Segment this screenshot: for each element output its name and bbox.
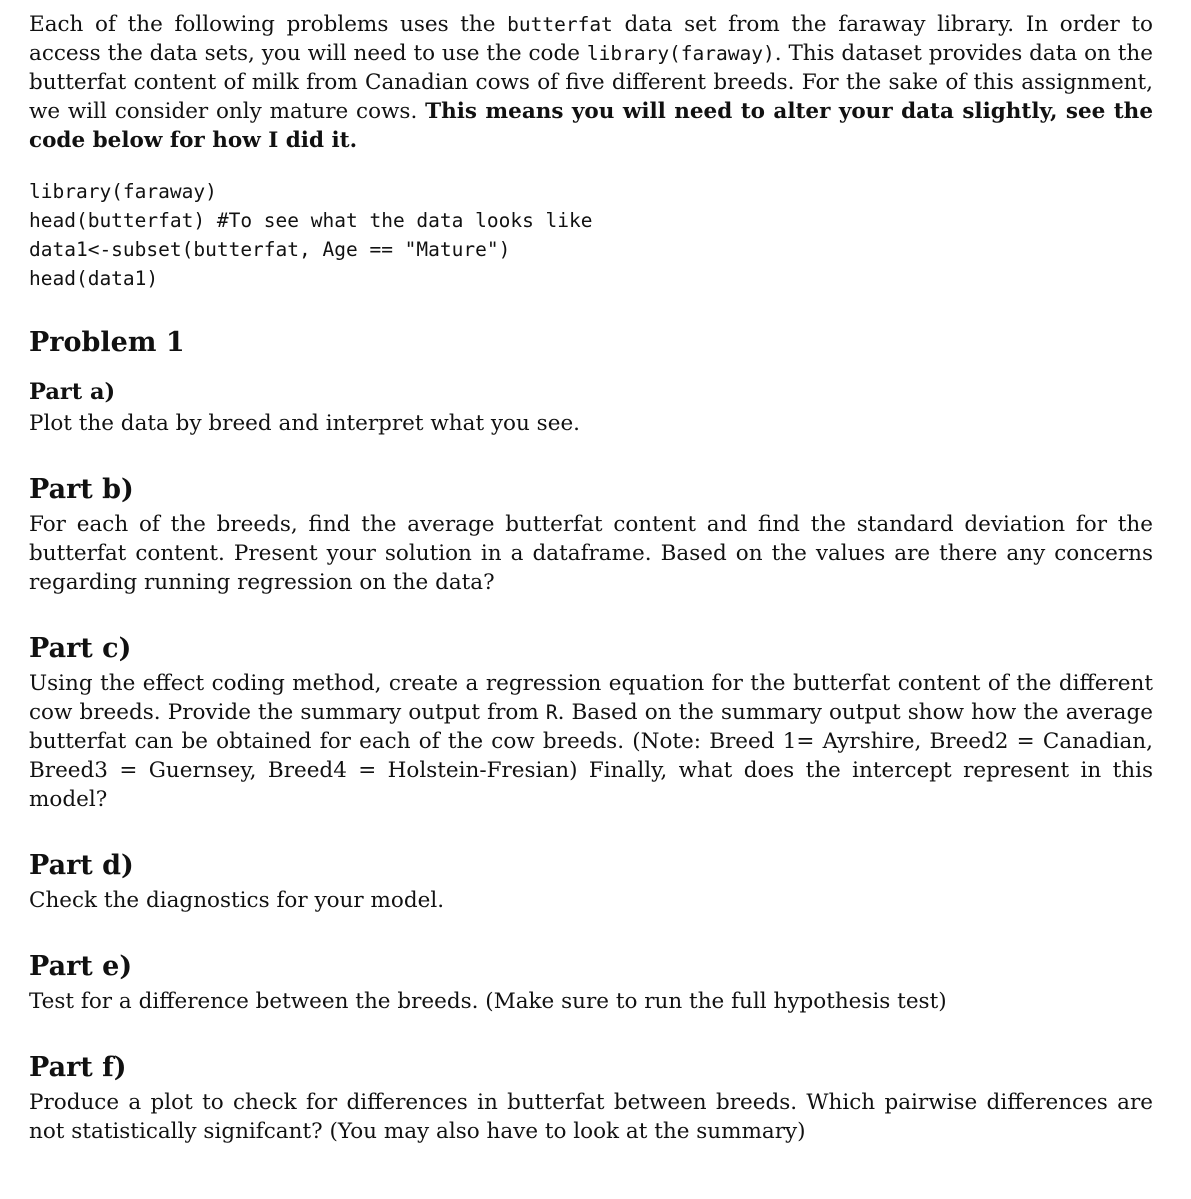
intro-paragraph xyxy=(29,10,1153,155)
code-line: head(butterfat) #To see what the data looks like xyxy=(29,209,593,232)
part-b-heading: Part b) xyxy=(29,474,134,505)
part-d-heading: Part d) xyxy=(29,850,134,881)
code-block xyxy=(29,177,1153,293)
part-a-text: Plot the data by breed and interpret what you see. xyxy=(29,411,581,436)
problem-heading: Problem 1 xyxy=(29,327,185,358)
part-e-text: Test for a difference between the breeds. (Make sure to run the full hypothesis test) xyxy=(29,989,947,1014)
library-code: library(faraway) xyxy=(586,42,775,65)
code-line: data1<-subset(butterfat, Age == "Mature") xyxy=(29,238,511,261)
r-code: R xyxy=(545,701,558,724)
code-line: head(data1) xyxy=(29,267,159,290)
part-c-heading: Part c) xyxy=(29,633,132,664)
part-f-heading: Part f) xyxy=(29,1052,127,1083)
part-f-text: Produce a plot to check for differences in butterfat between breeds. Which pairwise differences are not statistically signifcant? (You may also have to look at the summary) xyxy=(29,1090,1153,1144)
intro-text-3: . This dataset provides data on the butterfat content of milk from Canadian cows of five different breeds. For the sake of this assignment, we will consider only mature cows. xyxy=(29,41,1153,124)
dataset-name-code: butterfat xyxy=(507,13,613,36)
part-e-heading: Part e) xyxy=(29,951,133,982)
part-a-heading: Part a) xyxy=(29,379,116,405)
part-c-text-2: . Based on the summary output show how the average butterfat can be obtained for each of the cow breeds. (Note: Breed 1= Ayrshire, Breed2 = Canadian, Breed3 = Guernsey, Breed4 = Holstein-Fresian) Finally, what does the intercept represent in this model? xyxy=(29,700,1153,812)
document-page xyxy=(29,10,1153,1146)
intro-text-2: data set from the faraway library. In order to access the data sets, you will need to use the code xyxy=(29,12,1153,66)
part-b-text: For each of the breeds, find the average butterfat content and find the standard deviation for the butterfat content. Present your solution in a dataframe. Based on the values are there any concerns regarding running regression on the data? xyxy=(29,512,1153,595)
part-c-text-1: Using the effect coding method, create a regression equation for the butterfat content of the different cow breeds. Provide the summary output from xyxy=(29,671,1153,725)
intro-bold-note: This means you will need to alter your data slightly, see the code below for how I did it. xyxy=(29,99,1153,153)
part-c-text xyxy=(29,669,1153,814)
intro-text-1: Each of the following problems uses the xyxy=(29,12,508,37)
code-line: library(faraway) xyxy=(29,180,217,203)
part-d-text: Check the diagnostics for your model. xyxy=(29,888,445,913)
